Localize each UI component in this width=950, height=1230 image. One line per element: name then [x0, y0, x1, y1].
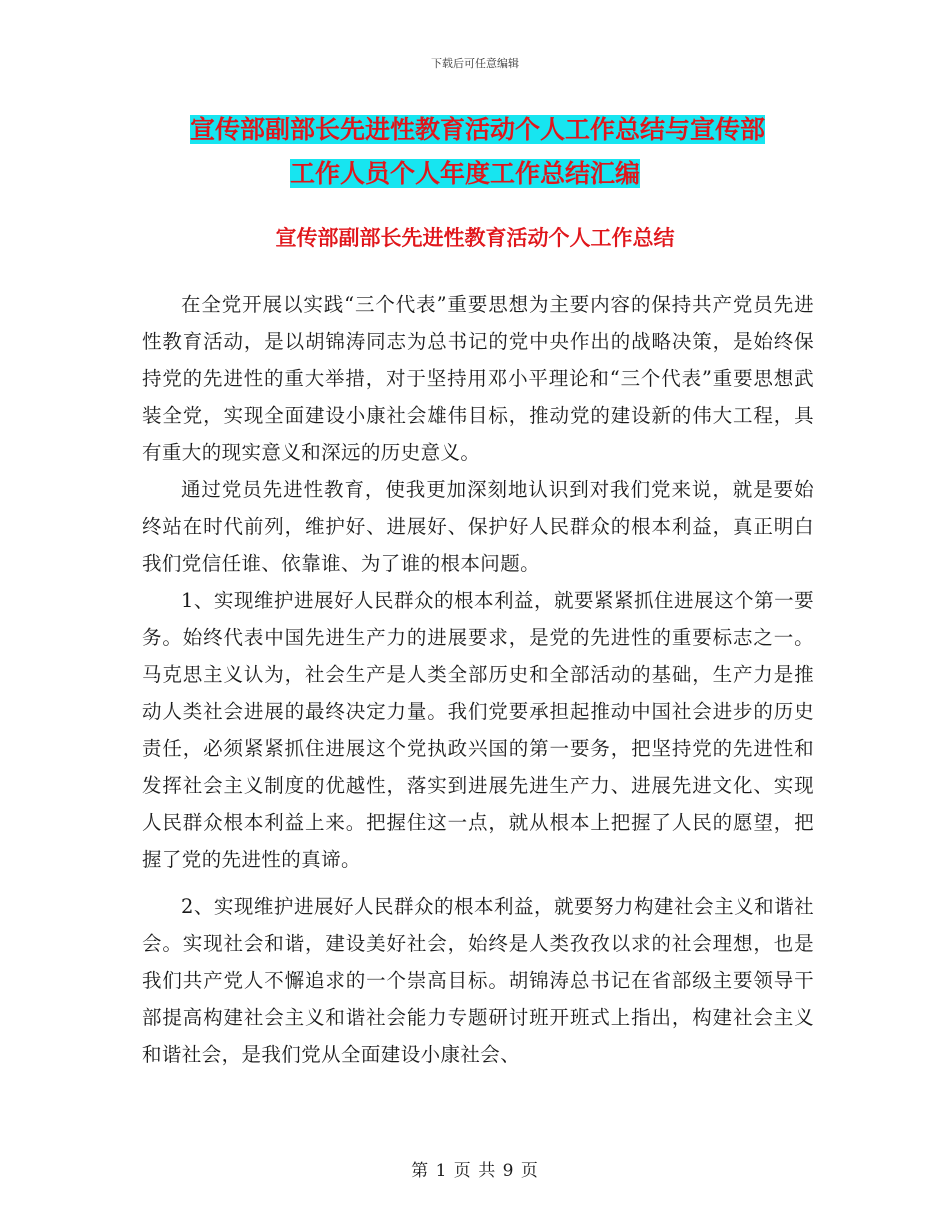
document-body: [142, 286, 814, 1073]
title-line-1: [140, 108, 810, 152]
title-line-2: [140, 152, 810, 196]
title-line-1-text: 宣传部副部长先进性教育活动个人工作总结与宣传部: [190, 115, 766, 144]
paragraph-4: 2、实现维护进展好人民群众的根本利益，就要努力构建社会主义和谐社会。实现社会和谐，建设美好社会，始终是人类孜孜以求的社会理想，也是我们共产党人不懈追求的一个崇高目标。胡锦涛总书记在省部级主要领导干部提高构建社会主义和谐社会能力专题研讨班开班式上指出，构建社会主义和谐社会，是我们党从全面建设小康社会、: [142, 895, 814, 1066]
paragraph-1: 在全党开展以实践“三个代表”重要思想为主要内容的保持共产党员先进性教育活动，是以胡锦涛同志为总书记的党中央作出的战略决策，是始终保持党的先进性的重大举措，对于坚持用邓小平理论和“三个代表”重要思想武装全党，实现全面建设小康社会雄伟目标，推动党的建设新的伟大工程，具有重大的现实意义和深远的历史意义。: [142, 293, 814, 464]
header-note: 下载后可任意编辑: [431, 57, 519, 70]
document-title: [140, 108, 810, 196]
page-footer: 第 1 页 共 9 页: [411, 1161, 539, 1181]
paragraph-3: 1、实现维护进展好人民群众的根本利益，就要紧紧抓住进展这个第一要务。始终代表中国先进生产力的进展要求，是党的先进性的重要标志之一。马克思主义认为，社会生产是人类全部历史和全部活动的基础，生产力是推动人类社会进展的最终决定力量。我们党要承担起推动中国社会进步的历史责任，必须紧紧抓住进展这个党执政兴国的第一要务，把坚持党的先进性和发挥社会主义制度的优越性，落实到进展先进生产力、进展先进文化、实现人民群众根本利益上来。把握住这一点，就从根本上把握了人民的愿望，把握了党的先进性的真谛。: [142, 589, 814, 871]
title-line-2-text: 工作人员个人年度工作总结汇编: [290, 159, 641, 188]
paragraph-2: 通过党员先进性教育，使我更加深刻地认识到对我们党来说，就是要始终站在时代前列，维护好、进展好、保护好人民群众的根本利益，真正明白我们党信任谁、依靠谁、为了谁的根本问题。: [142, 478, 814, 575]
section-title: 宣传部副部长先进性教育活动个人工作总结: [275, 226, 675, 250]
